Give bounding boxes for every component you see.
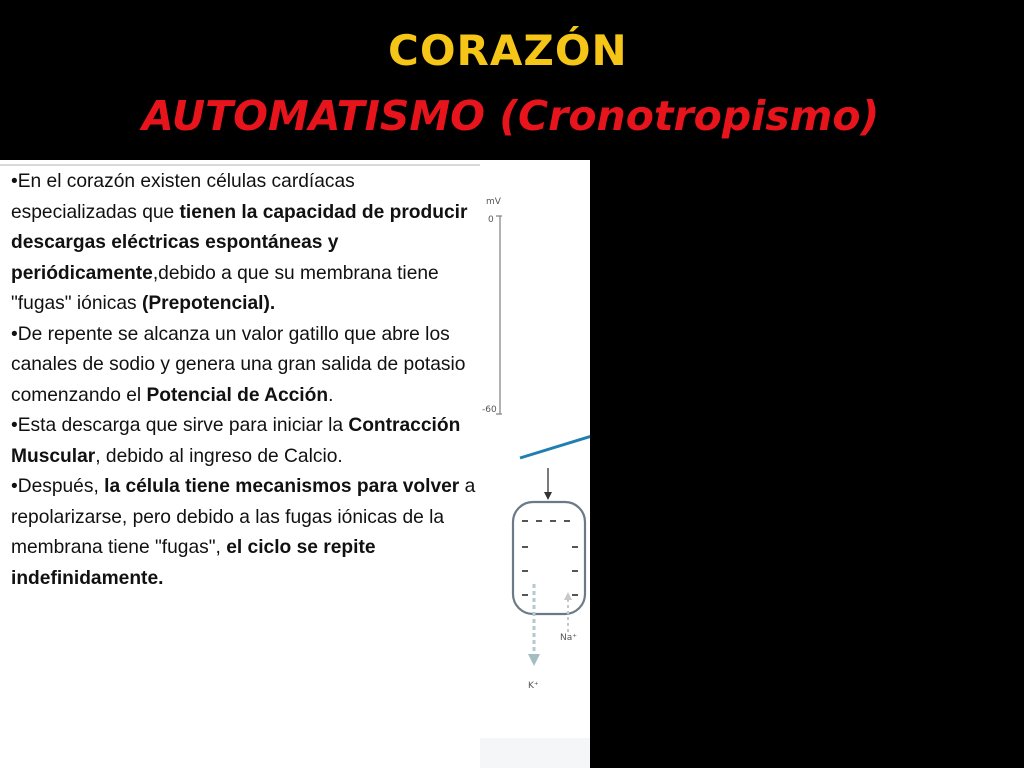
ion-label-na: Na⁺ xyxy=(560,633,577,643)
slide-subtitle: AUTOMATISMO (Cronotropismo) xyxy=(142,92,880,140)
figure-footer-band xyxy=(480,738,590,768)
bullet-item: •De repente se alcanza un valor gatillo que abre los canales de sodio y genera una gran salida de potasio comenzando el Potencial de Acción. xyxy=(11,323,466,406)
bullet-list xyxy=(11,167,477,594)
axis-unit-label: mV xyxy=(486,197,501,207)
prepotential-line xyxy=(520,436,590,458)
divider xyxy=(0,164,480,166)
bullet-item: •Después, la célula tiene mecanismos para volver a repolarizarse, pero debido a las fugas iónicas de la membrana tiene "fugas", el ciclo se repite indefinidamente. xyxy=(11,476,476,589)
ion-label-k: K⁺ xyxy=(528,681,539,691)
negative-charges xyxy=(522,520,578,596)
na-arrow-head-icon xyxy=(564,592,572,600)
arrow-head-icon xyxy=(544,492,552,500)
bullet-item: •En el corazón existen células cardíacas especializadas que tienen la capacidad de producir descargas eléctricas espontáneas y periódicamente,debido a que su membrana tiene "fugas" iónicas (Prepotencial). xyxy=(11,171,468,314)
axis-tick-bottom: -60 xyxy=(482,405,497,415)
slide-title: CORAZÓN xyxy=(388,26,628,75)
bullet-item: •Esta descarga que sirve para iniciar la Contracción Muscular, debido al ingreso de Calcio. xyxy=(11,415,461,467)
axis-tick-top: 0 xyxy=(488,215,494,225)
title-bar xyxy=(0,0,1024,160)
cell-membrane xyxy=(513,502,585,614)
cell-diagram xyxy=(480,160,590,768)
k-arrow-head-icon xyxy=(528,654,540,666)
